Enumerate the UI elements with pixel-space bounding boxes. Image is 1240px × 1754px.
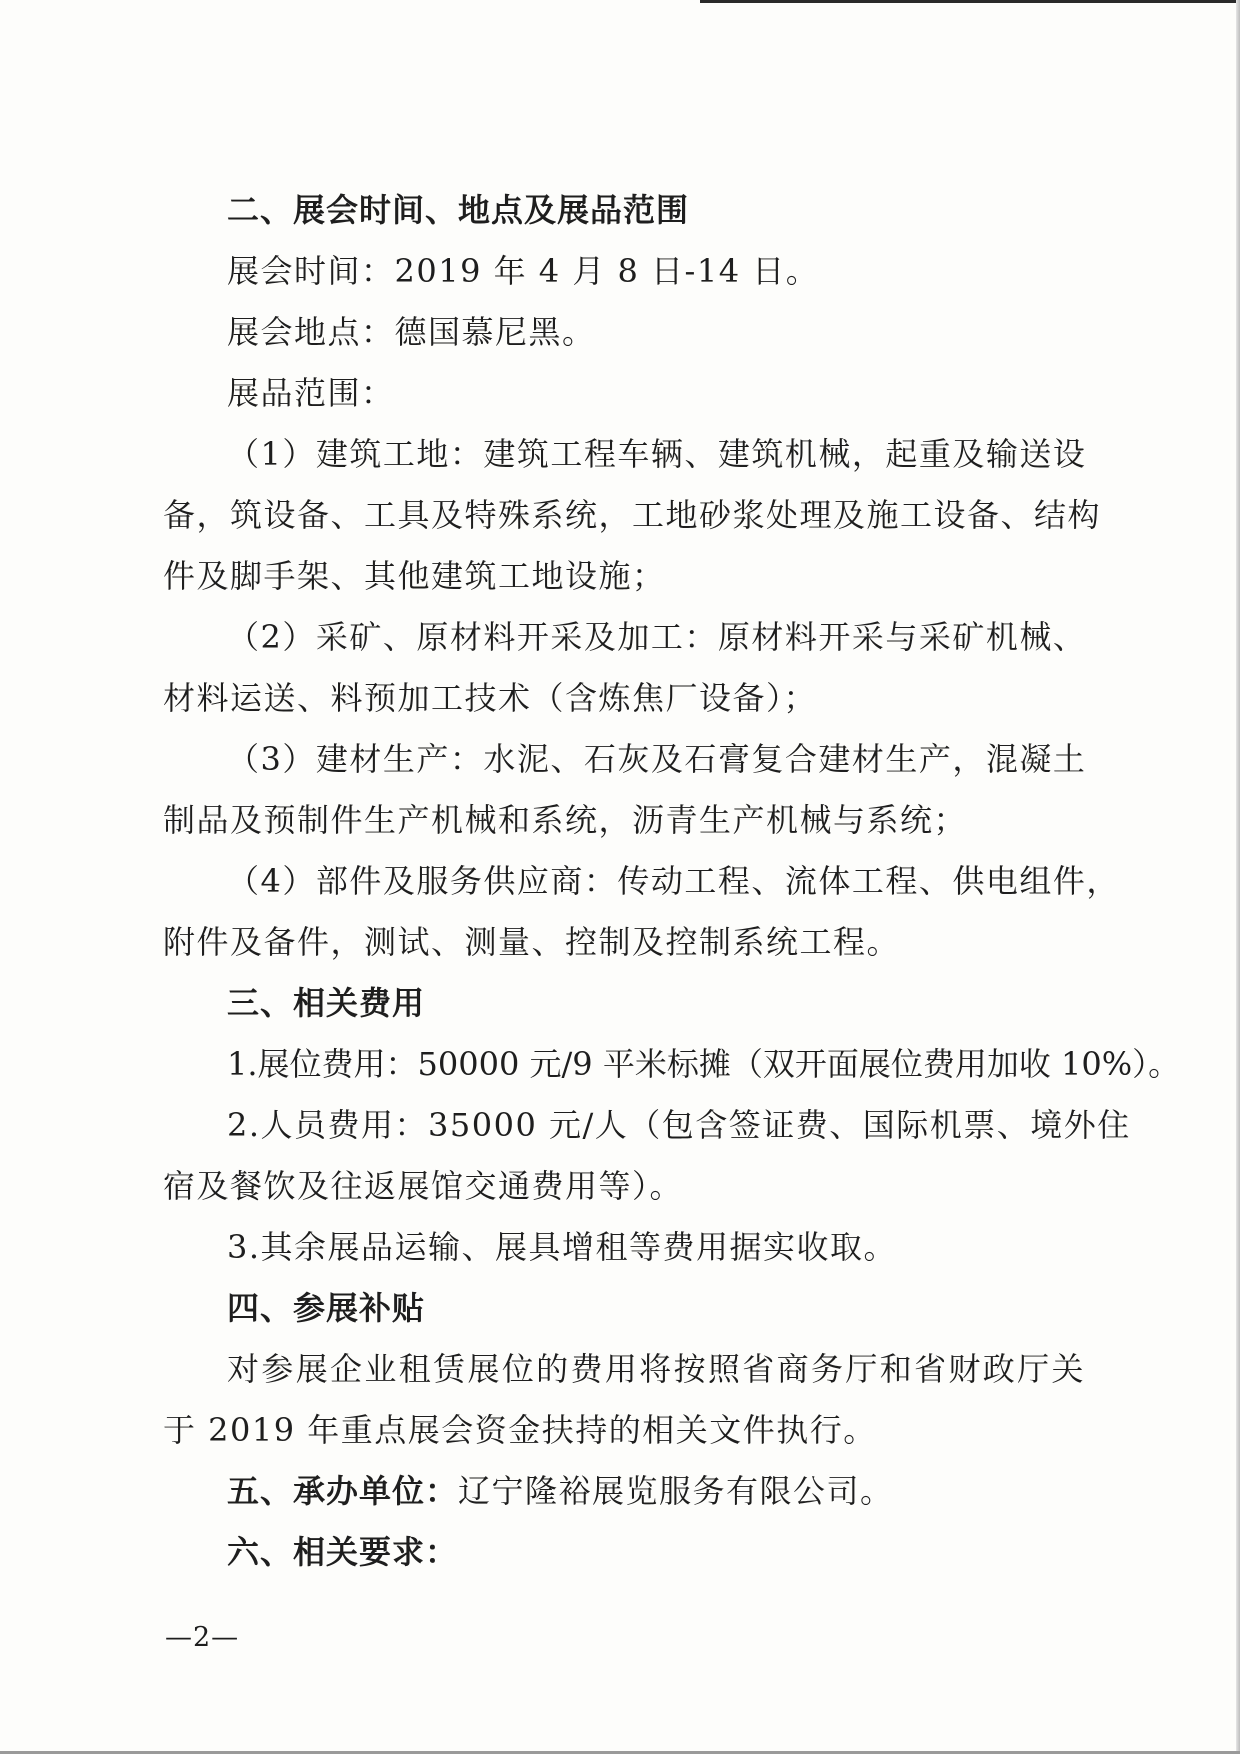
- fee-personnel-line: 宿及餐饮及往返展馆交通费用等）。: [163, 1167, 684, 1205]
- organizer-line: [163, 1461, 1085, 1522]
- scope-item-4-line: （4）部件及服务供应商：传动工程、流体工程、供电组件，: [227, 862, 1120, 900]
- section-heading-fees: 三、相关费用: [227, 984, 426, 1022]
- scan-edge-top: [700, 0, 1240, 3]
- exhibition-place: 展会地点：德国慕尼黑。: [227, 313, 596, 351]
- section-heading-requirements: 六、相关要求：: [227, 1533, 459, 1571]
- subsidy-text-line: 于 2019 年重点展会资金扶持的相关文件执行。: [163, 1411, 877, 1449]
- section-heading-subsidy: 四、参展补贴: [227, 1289, 426, 1327]
- fee-other: 3.其余展品运输、展具增租等费用据实收取。: [227, 1228, 898, 1266]
- scope-item-1-line: 件及脚手架、其他建筑工地设施；: [163, 557, 666, 595]
- subsidy-text-line: 对参展企业租赁展位的费用将按照省商务厅和省财政厅关: [227, 1350, 1085, 1388]
- scope-item-2-line: 材料运送、料预加工技术（含炼焦厂设备）；: [163, 679, 818, 717]
- scan-edge-right: [1236, 0, 1240, 1754]
- scope-item-3-line: （3）建材生产：水泥、石灰及石膏复合建材生产，混凝土: [227, 740, 1087, 778]
- scope-item-1-line: （1）建筑工地：建筑工程车辆、建筑机械，起重及输送设: [227, 435, 1087, 473]
- scope-item-3-line: 制品及预制件生产机械和系统，沥青生产机械与系统；: [163, 801, 968, 839]
- page-number: —2—: [165, 1622, 240, 1653]
- fee-personnel-line: 2.人员费用：35000 元/人（包含签证费、国际机票、境外住: [227, 1106, 1131, 1144]
- scope-item-1-line: 备，筑设备、工具及特殊系统，工地砂浆处理及施工设备、结构: [163, 496, 1102, 534]
- section-heading-organizer: 五、承办单位：: [227, 1472, 459, 1510]
- scope-item-2-line: （2）采矿、原材料开采及加工：原材料开采与采矿机械、: [227, 618, 1087, 656]
- fee-booth: 1.展位费用：50000 元/9 平米标摊（双开面展位费用加收 10%）。: [227, 1045, 1181, 1083]
- exhibition-time: 展会时间：2019 年 4 月 8 日-14 日。: [227, 252, 820, 290]
- section-heading-exhibition-info: 二、展会时间、地点及展品范围: [227, 191, 690, 229]
- organizer-name: 辽宁隆裕展览服务有限公司。: [458, 1472, 894, 1510]
- document-body: [163, 180, 1181, 1583]
- scope-item-4-line: 附件及备件，测试、测量、控制及控制系统工程。: [163, 923, 901, 961]
- exhibit-scope-label: 展品范围：: [227, 374, 395, 412]
